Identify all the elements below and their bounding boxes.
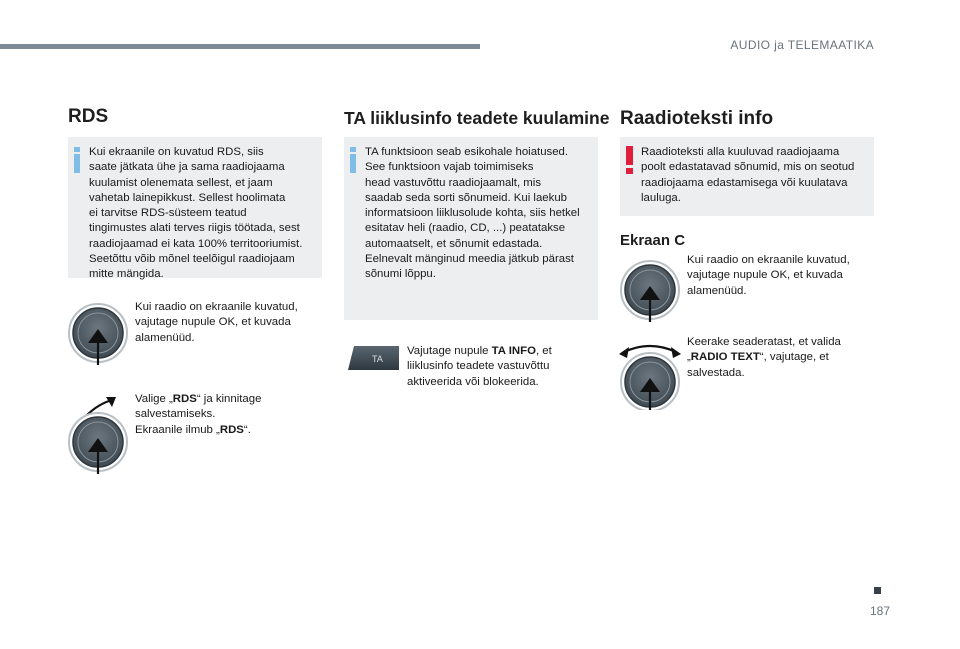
ta-info-note [344,137,598,320]
rds-note-text: Kui ekraanile on kuvatud RDS, siis saate jätkata ühe ja sama raadiojaama kuulamist olenemata sellest, et jaam vahetab lainepikkust. Sellest hoolimata ei tarvitse RDS-süsteem teatud tingimustes alati terves riigis töötada, sest raadiojaamad ei kata 100% territooriumist. Seetõttu võib mõnel teelõigul raadiojaam mitte mängida. [89,146,303,281]
push-knob-icon [620,260,684,330]
info-icon [74,147,80,173]
ta-step-text: Vajutage nupule TA INFO, et liiklusinfo teadete vastuvõttu aktiveerida või blokeerida. [407,345,552,388]
header-bar [0,44,480,49]
rds-step1-text: Kui raadio on ekraanile kuvatud, vajutage nupule OK, et kuvada alamenüüd. [135,301,298,344]
ta-button-label: TA [372,354,383,364]
radiotext-heading: Raadioteksti info [620,108,774,129]
push-knob-icon [68,303,132,373]
rds-info-note [68,137,322,281]
radiotext-warning-note [620,137,874,216]
radiotext-step2-text: Keerake seaderatast, et valida „RADIO TEXT“, vajutage, et salvestada. [687,336,841,379]
ta-note-text: TA funktsioon seab esikohale hoiatused. See funktsioon vajab toimimiseks head vastuvõttu raadiojaamalt, mis saadab seda sorti sõnumeid. Kui laekub informatsioon liiklusolude kohta, siis hetkel esitatav heli (raadio, CD, ...) peatatakse automaatselt, et sõnumit edastada. Eelnevalt mänginud meedia jätkub pärast sõnumi lõppu. [365,146,580,281]
rds-step2-text: Valige „RDS“ ja kinnitage salvestamiseks. Ekraanile ilmub „RDS“. [135,393,262,436]
info-icon [350,147,356,173]
page-number: 187 [869,604,890,618]
radiotext-note-text: Raadioteksti alla kuuluvad raadiojaama poolt edastatavad sõnumid, mis on seotud raadiojaama edastamisega või kuulatava lauluga. [641,146,855,204]
warning-icon [626,146,633,174]
ta-heading: TA liiklusinfo teadete kuulamine [344,108,610,128]
rds-heading: RDS [68,106,109,127]
section-title: AUDIO ja TELEMAATIKA [730,38,874,52]
ekraan-c-heading: Ekraan C [620,232,686,249]
rotate-knob-icon [618,336,684,410]
ta-button-icon [346,344,401,372]
rotate-push-knob-icon [68,392,132,474]
page-marker [874,587,881,594]
radiotext-step1-text: Kui raadio on ekraanile kuvatud, vajutage nupule OK, et kuvada alamenüüd. [687,254,850,297]
